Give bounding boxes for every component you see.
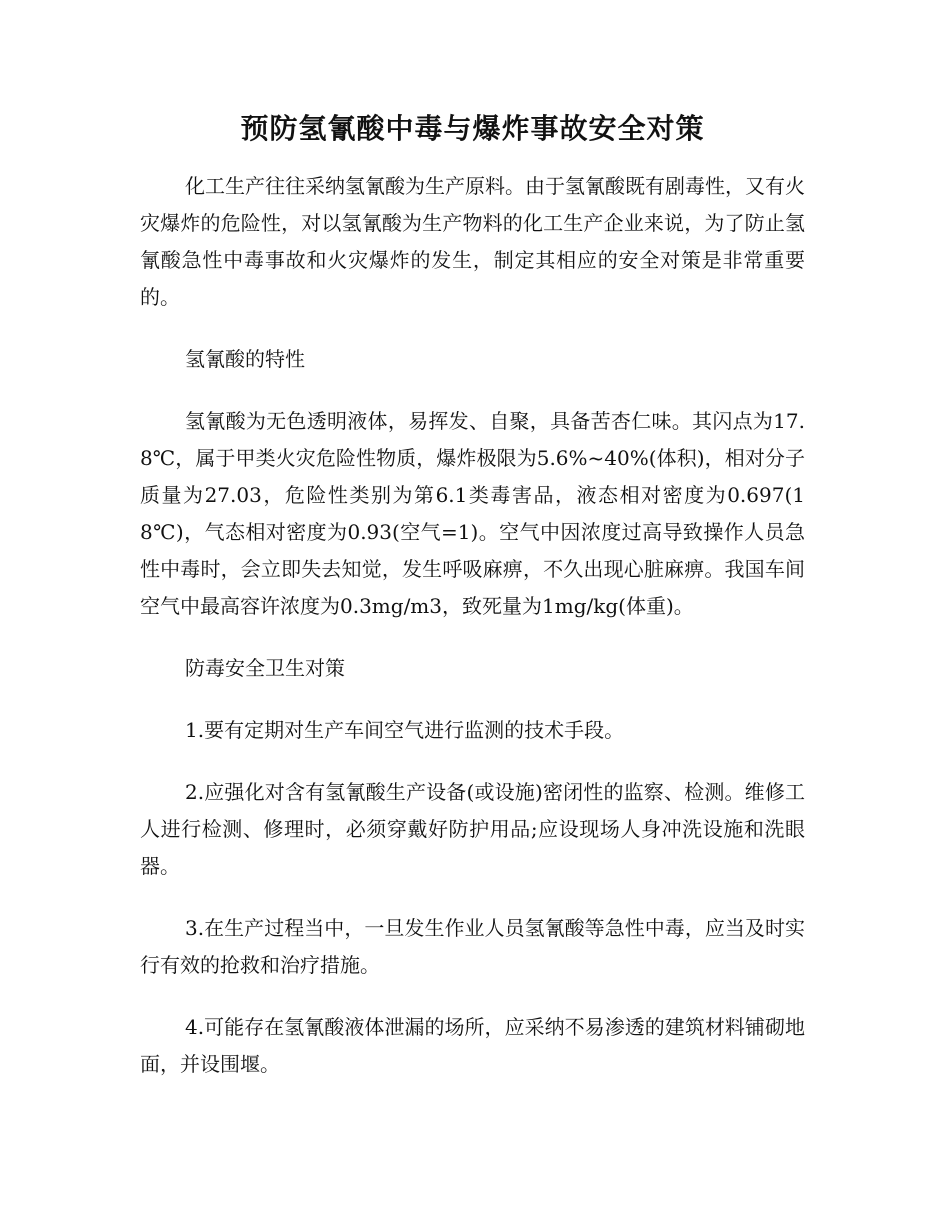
intro-paragraph: 化工生产往往采纳氢氰酸为生产原料。由于氢氰酸既有剧毒性，又有火灾爆炸的危险性，对以氢氰酸为生产物料的化工生产企业来说，为了防止氢氰酸急性中毒事故和火灾爆炸的发生，制定其相应的安全对策是非常重要的。 (140, 174, 805, 309)
safety-item-4: 4.可能存在氢氰酸液体泄漏的场所，应采纳不易渗透的建筑材料铺砌地面，并设围堰。 (140, 1015, 805, 1076)
section-heading-properties: 氢氰酸的特性 (185, 347, 305, 371)
document-title: 预防氢氰酸中毒与爆炸事故安全对策 (240, 112, 705, 145)
safety-item-2: 2.应强化对含有氢氰酸生产设备(或设施)密闭性的监察、检测。维修工人进行检测、修理时，必须穿戴好防护用品;应设现场人身冲洗设施和洗眼器。 (140, 780, 805, 878)
safety-item-1: 1.要有定期对生产车间空气进行监测的技术手段。 (185, 718, 625, 742)
section-heading-safety: 防毒安全卫生对策 (185, 656, 345, 680)
document-body (140, 108, 805, 1108)
safety-item-3: 3.在生产过程当中，一旦发生作业人员氢氰酸等急性中毒，应当及时实行有效的抢救和治疗措施。 (140, 916, 805, 977)
properties-paragraph: 氢氰酸为无色透明液体，易挥发、自聚，具备苦杏仁味。其闪点为17.8℃，属于甲类火灾危险性物质，爆炸极限为5.6%~40%(体积)，相对分子质量为27.03，危险性类别为第6.1类毒害品，液态相对密度为0.697(18℃)，气态相对密度为0.93(空气=1)。空气中因浓度过高导致操作人员急性中毒时，会立即失去知觉，发生呼吸麻痹，不久出现心脏麻痹。我国车间空气中最高容许浓度为0.3mg/m3，致死量为1mg/kg(体重)。 (140, 409, 805, 618)
